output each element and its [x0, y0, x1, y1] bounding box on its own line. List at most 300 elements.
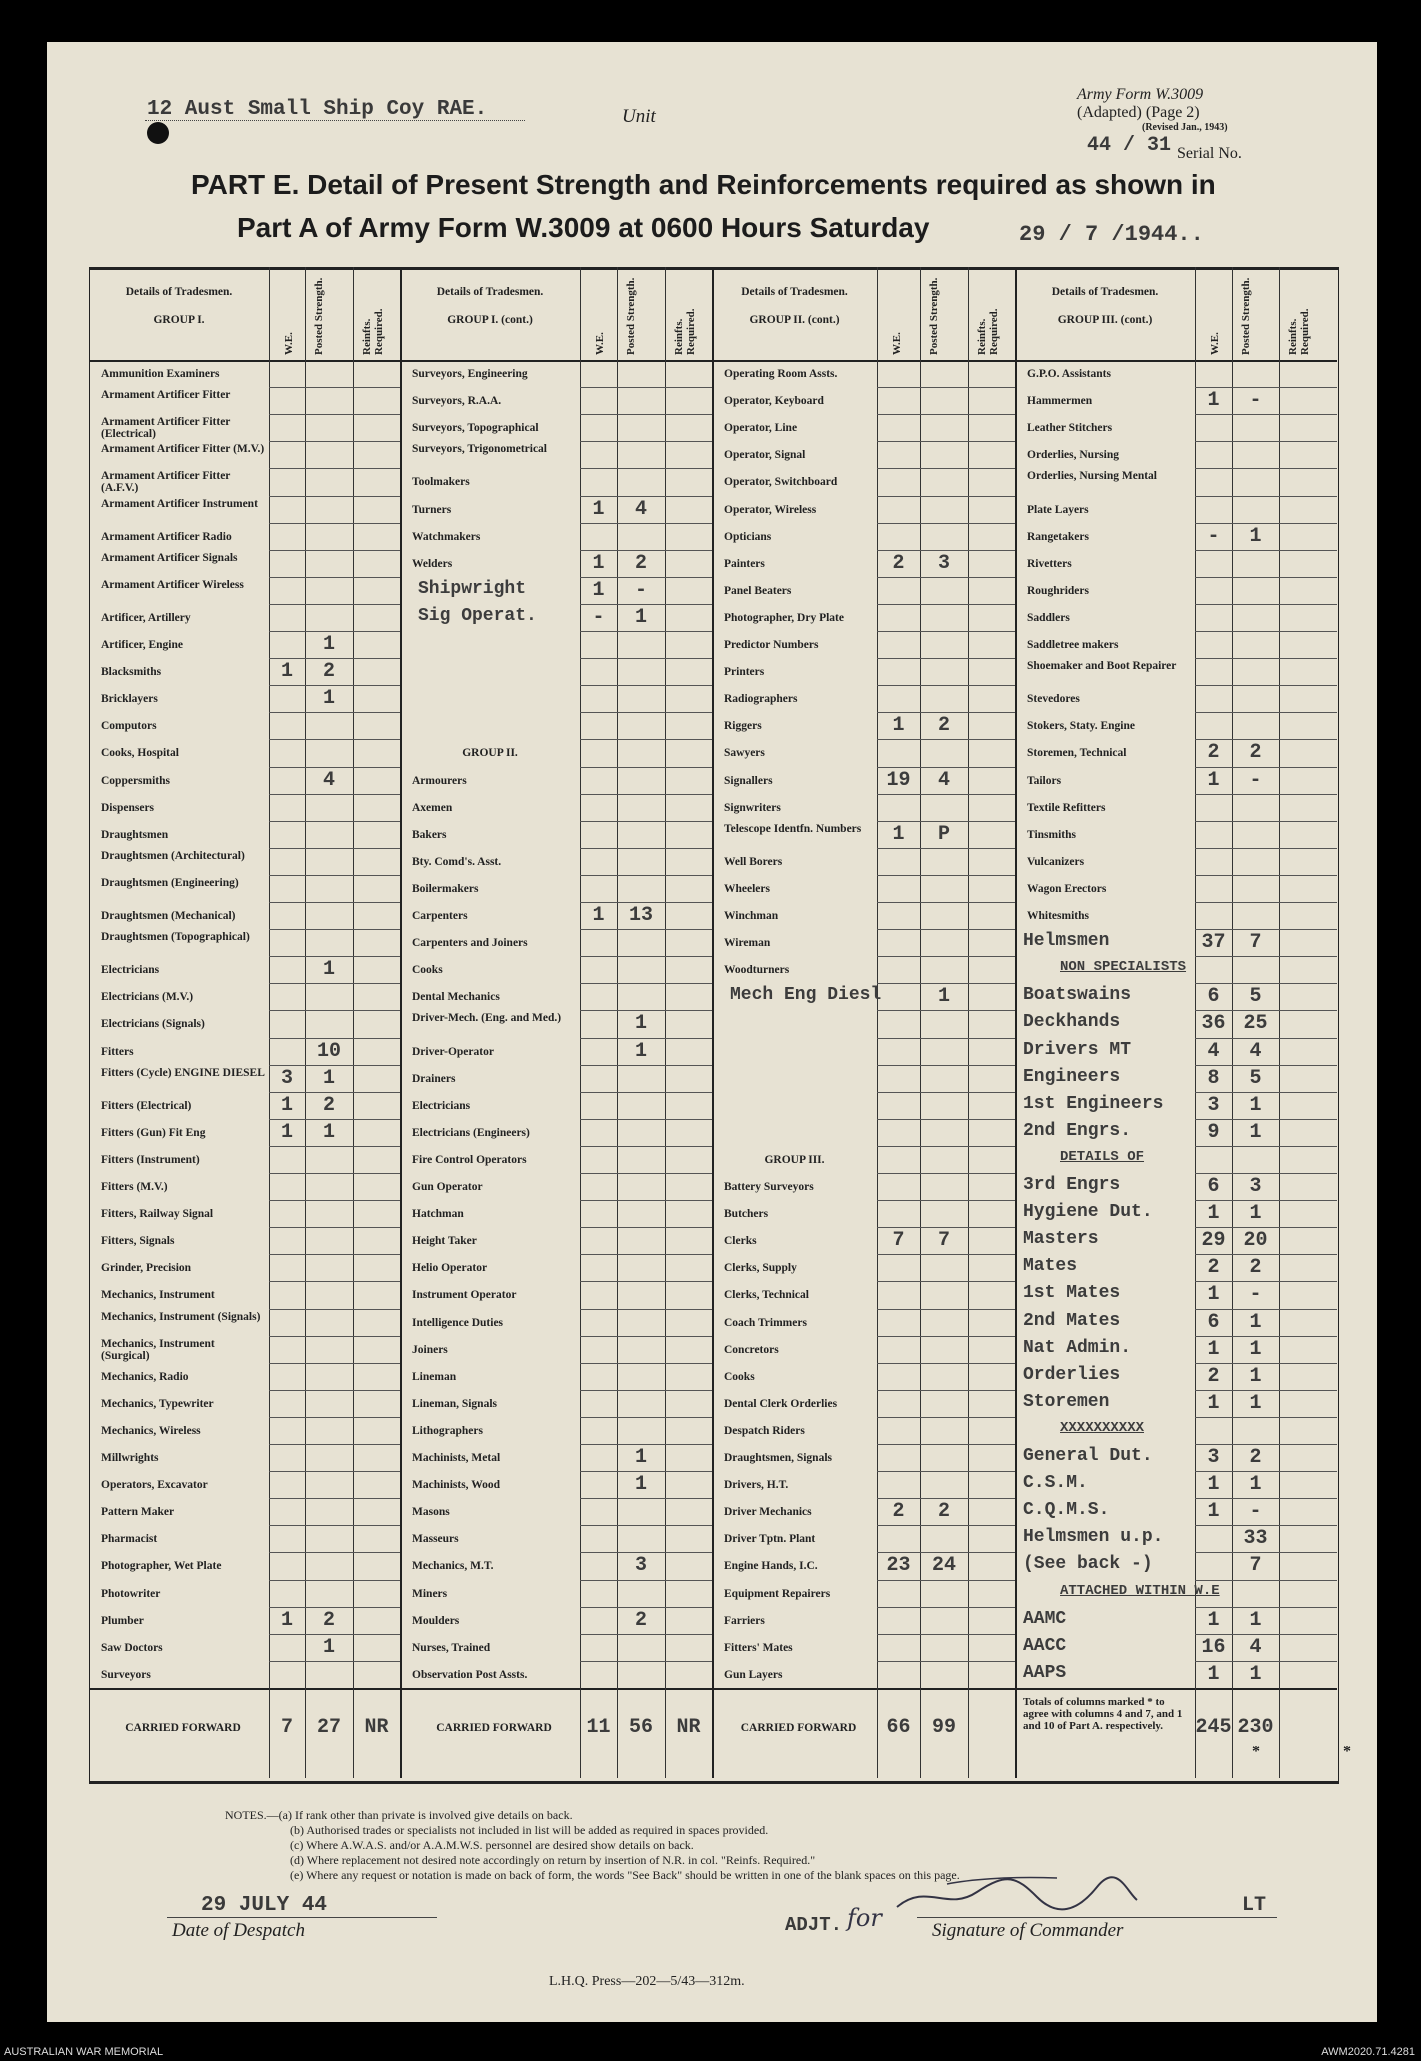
- typed-trade: Helmsmen u.p.: [1023, 1527, 1164, 1548]
- column-rule: [877, 267, 878, 1778]
- row-rule: [580, 1309, 712, 1310]
- row-rule: [269, 658, 400, 659]
- posted-value: 3: [1249, 1175, 1262, 1198]
- posted-value: 1: [634, 1473, 647, 1497]
- row-rule: [877, 1146, 1015, 1147]
- posted-value: 1: [1249, 1120, 1262, 1144]
- row-rule: [1195, 658, 1337, 659]
- row-rule: [1195, 1552, 1337, 1553]
- posted-value: -: [1249, 768, 1262, 792]
- posted-value: 1: [1249, 1608, 1262, 1632]
- row-rule: [580, 414, 712, 415]
- column-header-we: W.E.: [1209, 332, 1221, 355]
- trade-label: Fitters (M.V.): [101, 1181, 168, 1193]
- posted-value: -: [1249, 389, 1262, 413]
- row-rule: [269, 441, 400, 442]
- posted-value: 3: [937, 551, 950, 575]
- we-value: 6: [1207, 1310, 1220, 1334]
- row-rule: [877, 902, 1015, 903]
- row-rule: [269, 550, 400, 551]
- trade-label: Rivetters: [1027, 557, 1072, 570]
- trade-label: Armourers: [412, 774, 467, 787]
- trade-label: Driver Tptn. Plant: [724, 1533, 816, 1546]
- trade-label: Height Taker: [412, 1235, 477, 1248]
- posted-value: 1: [634, 1039, 647, 1063]
- trade-label: Drivers, H.T.: [724, 1479, 789, 1492]
- trade-label: Opticians: [724, 530, 772, 543]
- row-rule: [269, 794, 400, 795]
- row-rule: [269, 821, 400, 822]
- column-header-posted: Posted Strength.: [313, 277, 325, 355]
- total-c2_we: 11: [586, 1715, 611, 1739]
- trade-label: Operator, Signal: [724, 449, 806, 462]
- trade-label: Millwrights: [101, 1452, 159, 1464]
- row-rule: [580, 1254, 712, 1255]
- we-value: 2: [1207, 1256, 1220, 1280]
- row-rule: [269, 1498, 400, 1499]
- trade-label: Radiographers: [724, 693, 798, 706]
- trade-label: Lineman, Signals: [412, 1397, 497, 1410]
- row-rule: [269, 577, 400, 578]
- row-rule: [877, 767, 1015, 768]
- trade-label: Draughtsmen (Topographical): [101, 931, 250, 944]
- column-rule: [1279, 267, 1280, 1778]
- total-c1_rf: NR: [364, 1715, 389, 1739]
- we-value: 3: [1207, 1093, 1220, 1117]
- row-rule: [269, 1173, 400, 1174]
- row-rule: [269, 929, 400, 930]
- row-rule: [877, 1065, 1015, 1066]
- posted-value: 4: [634, 497, 647, 521]
- asterisk: *: [1343, 1745, 1351, 1758]
- trade-label: Storemen, Technical: [1027, 747, 1127, 760]
- typed-trade: Deckhands: [1023, 1012, 1121, 1033]
- trade-label: Observation Post Assts.: [412, 1668, 528, 1681]
- typed-trade: AACC: [1023, 1635, 1067, 1656]
- trade-label: Turners: [412, 503, 452, 516]
- trade-label: Armament Artificer Fitter (A.F.V.): [101, 470, 231, 495]
- trade-label: Driver-Operator: [412, 1045, 494, 1058]
- typed-trade: 1st Mates: [1023, 1283, 1121, 1304]
- row-rule: [1195, 1525, 1337, 1526]
- total-c1_we: 7: [280, 1715, 293, 1739]
- row-rule: [1195, 712, 1337, 713]
- column-header-details: Details of Tradesmen.: [1051, 286, 1159, 298]
- trade-label: Miners: [412, 1587, 448, 1600]
- trade-label: Pharmacist: [101, 1533, 158, 1546]
- trade-label: Signwriters: [724, 801, 781, 814]
- row-rule: [877, 577, 1015, 578]
- trade-label: Driver-Mech. (Eng. and Med.): [412, 1012, 562, 1025]
- posted-value: 24: [931, 1554, 956, 1578]
- trade-label: Fitters (Gun) Fit Eng: [101, 1126, 206, 1139]
- row-rule: [877, 1607, 1015, 1608]
- posted-value: 2: [322, 1608, 335, 1632]
- unit-underline: [145, 120, 525, 121]
- typed-trade: Drivers MT: [1023, 1039, 1132, 1060]
- row-rule: [877, 1471, 1015, 1472]
- row-rule: [1195, 631, 1337, 632]
- row-rule: [269, 1661, 400, 1662]
- row-rule: [877, 1119, 1015, 1120]
- trade-label: Electricians (Engineers): [412, 1126, 530, 1139]
- typed-trade: Engineers: [1023, 1066, 1121, 1087]
- row-rule: [877, 1336, 1015, 1337]
- trade-label: Winchman: [724, 910, 779, 922]
- row-rule: [877, 1363, 1015, 1364]
- trade-label: Coach Trimmers: [724, 1316, 807, 1329]
- typed-trade: AAMC: [1023, 1608, 1067, 1629]
- row-rule: [269, 983, 400, 984]
- posted-value: 1: [322, 958, 335, 982]
- typed-trade: Helmsmen: [1023, 931, 1110, 952]
- row-rule: [580, 1146, 712, 1147]
- archive-right: AWM2020.71.4281: [1321, 2046, 1415, 2058]
- trade-label: Predictor Numbers: [724, 639, 819, 651]
- we-value: 37: [1201, 931, 1226, 955]
- row-rule: [1195, 902, 1337, 903]
- group-rule: [1015, 267, 1017, 1778]
- row-rule: [269, 1471, 400, 1472]
- total-c4_ps: 230: [1237, 1715, 1274, 1739]
- trade-label: Electricians: [412, 1099, 471, 1112]
- posted-value: 7: [1249, 1554, 1262, 1578]
- unit-value: 12 Aust Small Ship Coy RAE.: [147, 98, 488, 121]
- trade-label: Fire Control Operators: [412, 1153, 527, 1166]
- row-rule: [580, 1498, 712, 1499]
- we-value: 3: [280, 1066, 293, 1090]
- trade-label: Wheelers: [724, 882, 770, 895]
- row-rule: [1195, 739, 1337, 740]
- trade-label: Bty. Comd's. Asst.: [412, 855, 502, 868]
- row-rule: [580, 739, 712, 740]
- form-line1: Army Form W.3009: [1077, 86, 1204, 103]
- form-line3: (Revised Jan., 1943): [1142, 122, 1228, 133]
- serial-label: Serial No.: [1177, 145, 1242, 162]
- row-rule: [1195, 1010, 1337, 1011]
- trade-label: Riggers: [724, 720, 762, 733]
- trade-label: Dental Mechanics: [412, 991, 500, 1004]
- trade-label: Instrument Operator: [412, 1289, 517, 1302]
- row-rule: [877, 604, 1015, 605]
- trade-label: Plumber: [101, 1614, 144, 1627]
- trade-label: Surveyors, Topographical: [412, 422, 539, 435]
- trade-label: Clerks, Technical: [724, 1289, 809, 1302]
- row-rule: [580, 604, 712, 605]
- trade-label: Armament Artificer Radio: [101, 530, 232, 543]
- trade-label: Bakers: [412, 828, 447, 841]
- column-header-we: W.E.: [891, 332, 903, 355]
- note-b: (b) Authorised trades or specialists not included in list will be added as required in spaces provided.: [290, 1823, 769, 1837]
- trade-label: Mechanics, Instrument: [101, 1289, 215, 1302]
- we-value: 1: [1207, 1500, 1220, 1524]
- row-rule: [580, 712, 712, 713]
- posted-value: 5: [1249, 985, 1262, 1009]
- row-rule: [269, 1525, 400, 1526]
- row-rule: [269, 902, 400, 903]
- trade-label: Wireman: [724, 937, 771, 950]
- posted-value: 3: [634, 1554, 647, 1578]
- typed-trade: Boatswains: [1023, 985, 1132, 1006]
- we-value: 1: [1207, 1473, 1220, 1497]
- row-rule: [269, 631, 400, 632]
- trade-label: Nurses, Trained: [412, 1641, 491, 1654]
- trade-label: Signallers: [724, 774, 773, 787]
- trade-label: Plate Layers: [1027, 503, 1089, 516]
- column-header-posted: Posted Strength.: [1240, 277, 1252, 355]
- row-rule: [877, 1227, 1015, 1228]
- total-c4_we: 245: [1195, 1715, 1232, 1739]
- typed-trade: AAPS: [1023, 1662, 1067, 1683]
- despatch-underline: [167, 1917, 437, 1918]
- trade-label: G.P.O. Assistants: [1027, 368, 1111, 380]
- trade-label: Toolmakers: [412, 476, 470, 489]
- we-value: 1: [1207, 768, 1220, 792]
- trade-label: Armament Artificer Fitter (Electrical): [101, 416, 231, 441]
- trade-label: Draughtsmen: [101, 828, 169, 841]
- trade-label: Concretors: [724, 1343, 779, 1356]
- row-rule: [580, 1363, 712, 1364]
- posted-value: 1: [1249, 1337, 1262, 1361]
- trade-label: Operator, Line: [724, 422, 798, 435]
- we-value: 29: [1201, 1229, 1226, 1253]
- trade-label: Mechanics, Typewriter: [101, 1397, 214, 1410]
- section-heading: ATTACHED WITHIN W.E: [1060, 1582, 1220, 1599]
- posted-value: 5: [1249, 1066, 1262, 1090]
- row-rule: [877, 1444, 1015, 1445]
- row-rule: [269, 468, 400, 469]
- row-rule: [269, 523, 400, 524]
- posted-value: 1: [1249, 1391, 1262, 1415]
- row-rule: [877, 1498, 1015, 1499]
- trade-label: Pattern Maker: [101, 1506, 175, 1519]
- column-header-group: GROUP I.: [153, 314, 205, 326]
- column-rule: [269, 267, 270, 1778]
- row-rule: [580, 685, 712, 686]
- row-rule: [1195, 875, 1337, 876]
- row-rule: [1195, 1661, 1337, 1662]
- row-rule: [877, 1390, 1015, 1391]
- trade-label: Moulders: [412, 1614, 460, 1627]
- trade-label: Photographer, Wet Plate: [101, 1560, 222, 1573]
- rank: LT: [1242, 1894, 1267, 1917]
- row-rule: [1195, 685, 1337, 686]
- trade-label: Hatchman: [412, 1208, 464, 1221]
- we-value: 6: [1207, 985, 1220, 1009]
- trade-label: Farriers: [724, 1614, 765, 1627]
- trade-label: Draughtsmen, Signals: [724, 1452, 832, 1464]
- we-value: 1: [280, 1608, 293, 1632]
- row-rule: [877, 1200, 1015, 1201]
- row-rule: [580, 1525, 712, 1526]
- asterisk: *: [1252, 1745, 1260, 1758]
- row-rule: [1195, 1498, 1337, 1499]
- we-value: 1: [280, 1093, 293, 1117]
- row-rule: [877, 1092, 1015, 1093]
- total-c3_ps: 99: [931, 1715, 956, 1739]
- row-rule: [580, 1119, 712, 1120]
- row-rule: [580, 1580, 712, 1581]
- row-rule: [877, 631, 1015, 632]
- trade-label: Mechanics, Wireless: [101, 1424, 201, 1437]
- typed-trade: C.Q.M.S.: [1023, 1500, 1110, 1521]
- for-handwritten: for: [847, 1904, 882, 1932]
- row-rule: [269, 848, 400, 849]
- row-rule: [877, 1552, 1015, 1553]
- row-rule: [580, 441, 712, 442]
- row-rule: [1195, 1119, 1337, 1120]
- trade-label: Surveyors, Trigonometrical: [412, 443, 547, 456]
- despatch-date: 29 JULY 44: [201, 1894, 328, 1917]
- trade-label: Gun Layers: [724, 1668, 783, 1681]
- row-rule: [580, 929, 712, 930]
- trade-label: Painters: [724, 557, 765, 570]
- row-rule: [269, 1363, 400, 1364]
- row-rule: [877, 468, 1015, 469]
- trade-label: Photowriter: [101, 1587, 161, 1600]
- trade-label: Tailors: [1027, 774, 1062, 787]
- typed-trade: Masters: [1023, 1229, 1099, 1250]
- trade-label: Watchmakers: [412, 530, 481, 543]
- trade-label: Orderlies, Nursing: [1027, 449, 1119, 462]
- row-rule: [269, 496, 400, 497]
- trade-label: Engine Hands, I.C.: [724, 1560, 818, 1573]
- trade-label: Battery Surveyors: [724, 1181, 814, 1193]
- row-rule: [269, 1580, 400, 1581]
- trade-label: Well Borers: [724, 855, 783, 868]
- column-header-details: Details of Tradesmen.: [436, 286, 544, 298]
- posted-value: -: [1249, 1283, 1262, 1307]
- posted-value: 2: [937, 714, 950, 738]
- note-c: (c) Where A.W.A.S. and/or A.A.M.W.S. personnel are desired show details on back.: [290, 1838, 694, 1852]
- row-rule: [877, 1281, 1015, 1282]
- we-value: 16: [1201, 1635, 1226, 1659]
- posted-value: 2: [322, 1093, 335, 1117]
- typed-trade: 2nd Mates: [1023, 1310, 1121, 1331]
- posted-value: 1: [1249, 1202, 1262, 1226]
- ink-blot: [147, 122, 169, 144]
- row-rule: [877, 1254, 1015, 1255]
- row-rule: [877, 523, 1015, 524]
- typed-trade: 2nd Engrs.: [1023, 1120, 1132, 1141]
- typed-trade: Nat Admin.: [1023, 1337, 1132, 1358]
- posted-value: 7: [937, 1229, 950, 1253]
- trade-label: Fitters' Mates: [724, 1641, 793, 1654]
- posted-value: 4: [937, 768, 950, 792]
- trade-label: Clerks: [724, 1235, 757, 1248]
- trade-label: Operator, Switchboard: [724, 476, 838, 489]
- typed-trade: 1st Engineers: [1023, 1093, 1164, 1114]
- trade-label: Machinists, Wood: [412, 1479, 500, 1492]
- group-rule: [400, 267, 402, 1778]
- typed-trade: C.S.M.: [1023, 1473, 1088, 1494]
- group-heading: GROUP II.: [462, 747, 518, 760]
- row-rule: [877, 1661, 1015, 1662]
- carried-forward-label: CARRIED FORWARD: [436, 1721, 552, 1734]
- row-rule: [580, 794, 712, 795]
- posted-value: 4: [1249, 1039, 1262, 1063]
- row-rule: [877, 712, 1015, 713]
- trade-label: Fitters (Electrical): [101, 1099, 192, 1112]
- carried-forward-label: CARRIED FORWARD: [740, 1721, 857, 1734]
- we-value: 2: [892, 1500, 905, 1524]
- row-rule: [580, 550, 712, 551]
- posted-value: 2: [634, 551, 647, 575]
- archive-bar: [0, 2044, 1421, 2061]
- trade-label: Bricklayers: [101, 693, 158, 706]
- trade-label: Leather Stitchers: [1027, 422, 1113, 435]
- we-value: 1: [1207, 1337, 1220, 1361]
- row-rule: [877, 387, 1015, 388]
- trade-label: Armament Artificer Instrument: [101, 497, 258, 510]
- row-rule: [1195, 1092, 1337, 1093]
- row-rule: [1195, 604, 1337, 605]
- row-rule: [269, 1010, 400, 1011]
- trade-label: Electricians: [101, 964, 160, 977]
- posted-value: 1: [634, 1446, 647, 1469]
- trade-label: Equipment Repairers: [724, 1587, 831, 1600]
- row-rule: [1195, 1038, 1337, 1039]
- trade-label: Fitters, Signals: [101, 1235, 175, 1248]
- row-rule: [580, 875, 712, 876]
- row-rule: [580, 821, 712, 822]
- row-rule: [877, 441, 1015, 442]
- row-rule: [1195, 983, 1337, 984]
- posted-value: 1: [1249, 1662, 1262, 1686]
- trade-label: Driver Mechanics: [724, 1506, 812, 1519]
- trade-label: Stokers, Staty. Engine: [1027, 720, 1135, 733]
- row-rule: [877, 414, 1015, 415]
- typed-trade: Sig Operat.: [418, 605, 537, 626]
- we-value: -: [1207, 524, 1220, 548]
- signature-label: Signature of Commander: [932, 1920, 1124, 1941]
- trade-label: Saw Doctors: [101, 1641, 163, 1654]
- trade-label: Photographer, Dry Plate: [724, 611, 844, 624]
- posted-value: 1: [1249, 1093, 1262, 1117]
- row-rule: [1195, 1254, 1337, 1255]
- row-rule: [580, 1038, 712, 1039]
- row-rule: [877, 929, 1015, 930]
- row-rule: [269, 1607, 400, 1608]
- we-value: 4: [1207, 1039, 1220, 1063]
- posted-value: 2: [634, 1608, 647, 1632]
- row-rule: [580, 658, 712, 659]
- trade-label: Stevedores: [1027, 693, 1080, 706]
- we-value: 19: [886, 768, 911, 792]
- posted-value: 1: [634, 1012, 647, 1036]
- we-value: 2: [1207, 1364, 1220, 1388]
- row-rule: [1195, 794, 1337, 795]
- trade-label: Panel Beaters: [724, 584, 792, 597]
- column-rule: [353, 267, 354, 1778]
- row-rule: [877, 1580, 1015, 1581]
- trade-label: Electricians (Signals): [101, 1018, 205, 1031]
- column-header-reinfts: Reinfts. Required.: [673, 308, 697, 355]
- row-rule: [877, 685, 1015, 686]
- row-rule: [1195, 414, 1337, 415]
- total-c2_ps: 56: [628, 1715, 653, 1739]
- trade-label: Operator, Keyboard: [724, 395, 824, 408]
- posted-value: 1: [937, 985, 950, 1009]
- row-rule: [1195, 1173, 1337, 1174]
- row-rule: [580, 848, 712, 849]
- trade-label: Electricians (M.V.): [101, 991, 194, 1004]
- trade-label: Ammunition Examiners: [101, 368, 220, 380]
- we-value: 1: [1207, 1662, 1220, 1686]
- row-rule: [580, 956, 712, 957]
- we-value: 1: [280, 660, 293, 684]
- trade-label: Wagon Erectors: [1027, 882, 1107, 895]
